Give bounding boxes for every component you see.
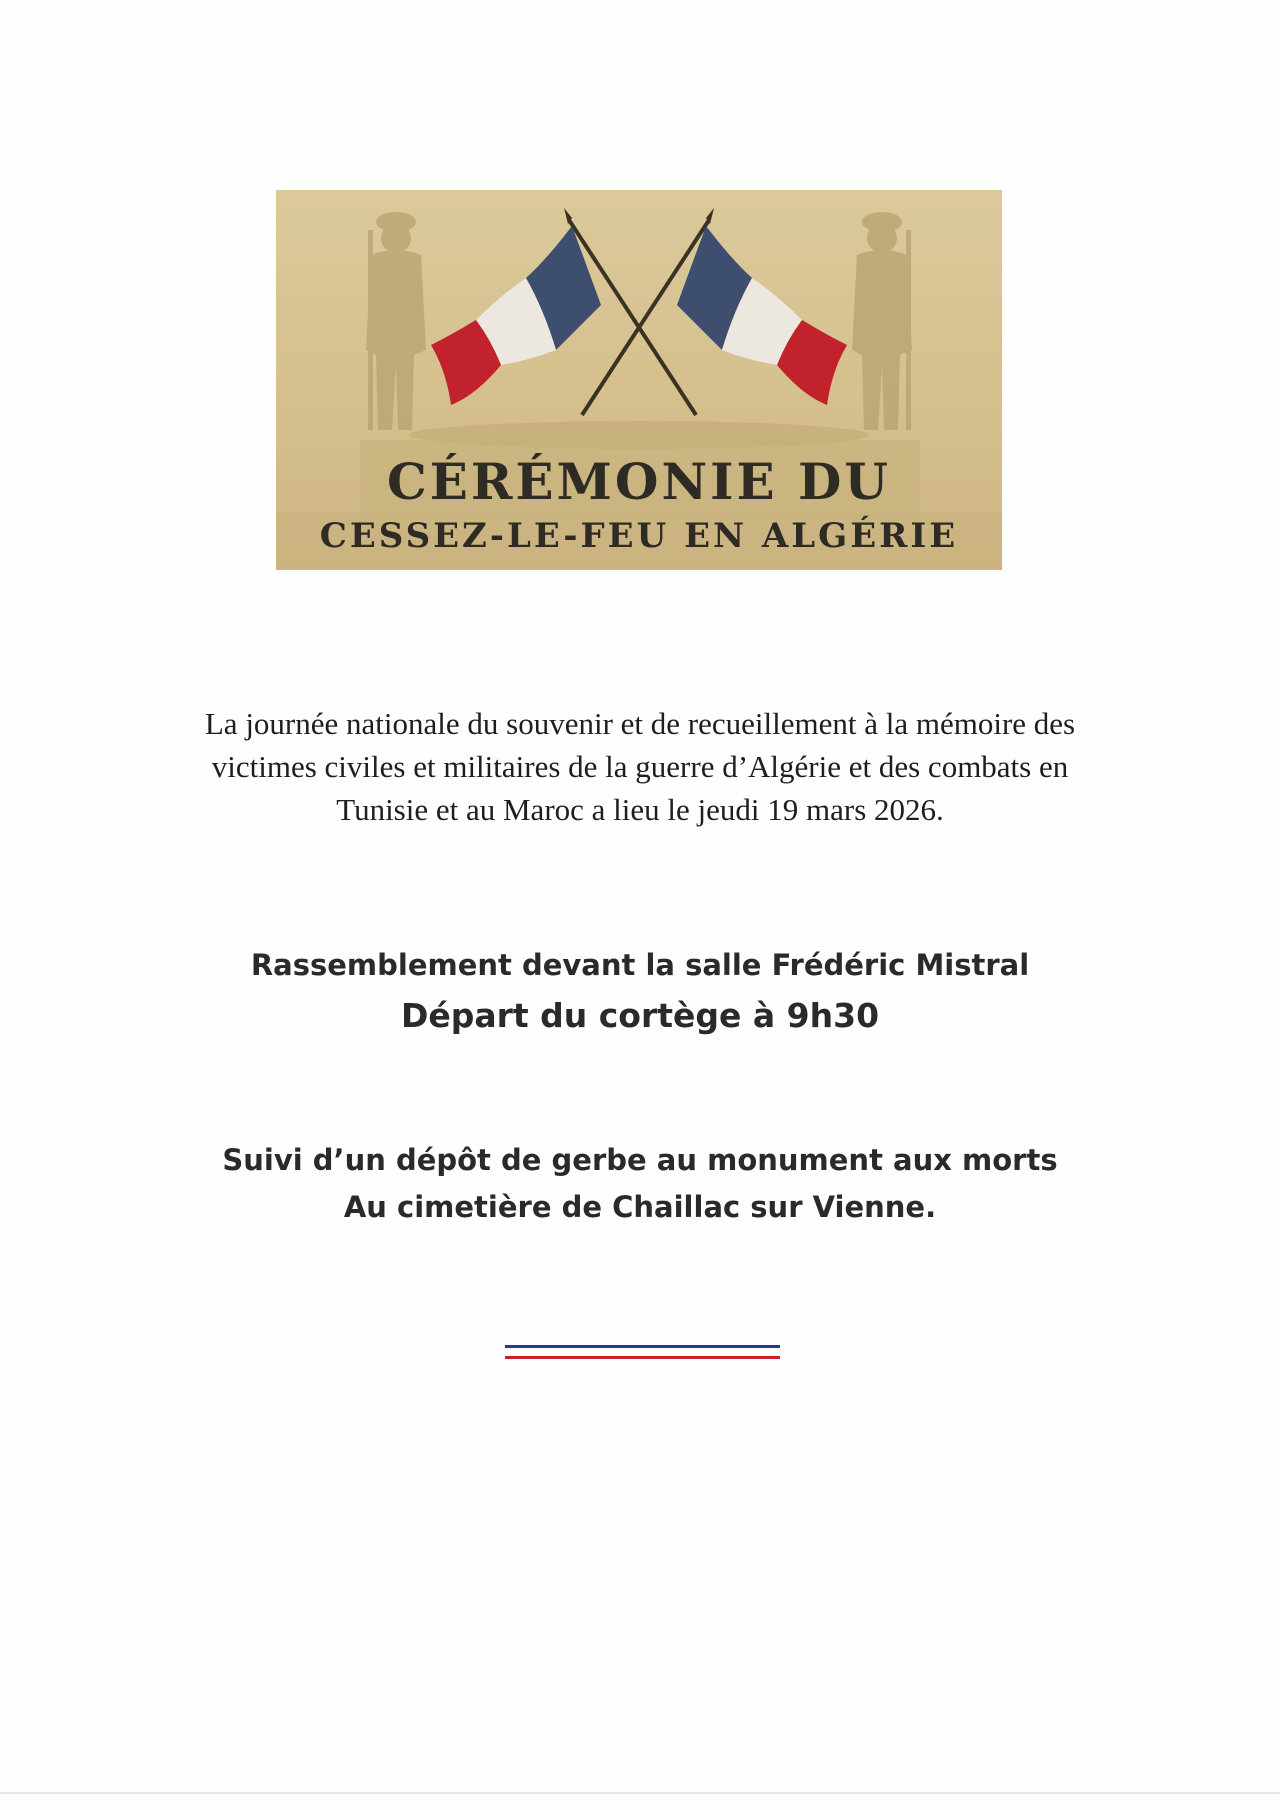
gathering-text: Rassemblement devant la salle Frédéric Mistral <box>250 948 1030 982</box>
intro-line-2: victimes civiles et militaires de la guerre d’Algérie et des combats en <box>211 749 1069 784</box>
french-flag-right <box>582 208 847 415</box>
crossed-flags-illustration <box>276 190 1002 570</box>
tricolor-red-line <box>505 1356 780 1359</box>
soldier-silhouette-left <box>366 212 426 430</box>
tricolor-blue-line <box>505 1345 780 1348</box>
intro-line-1: La journée nationale du souvenir et de recueillement à la mémoire des <box>204 706 1076 741</box>
location-text: Au cimetière de Chaillac sur Vienne. <box>343 1190 937 1224</box>
banner-title-line1: CÉRÉMONIE DU <box>386 452 892 511</box>
scan-edge-line <box>0 1792 1280 1794</box>
intro-paragraph <box>140 702 1140 831</box>
french-flag-left <box>431 208 696 415</box>
soldier-silhouette-right <box>852 212 912 430</box>
departure-time-text: Départ du cortège à 9h30 <box>400 996 880 1035</box>
intro-line-3: Tunisie et au Maroc a lieu le jeudi 19 mars 2026. <box>336 792 944 827</box>
tricolor-divider <box>505 1345 780 1362</box>
banner-title-line2: CESSEZ-LE-FEU EN ALGÉRIE <box>319 516 959 556</box>
tricolor-white-line <box>505 1351 780 1353</box>
wreath-laying-text: Suivi d’un dépôt de gerbe au monument aux morts <box>222 1143 1058 1177</box>
ceremony-banner <box>276 190 1002 570</box>
